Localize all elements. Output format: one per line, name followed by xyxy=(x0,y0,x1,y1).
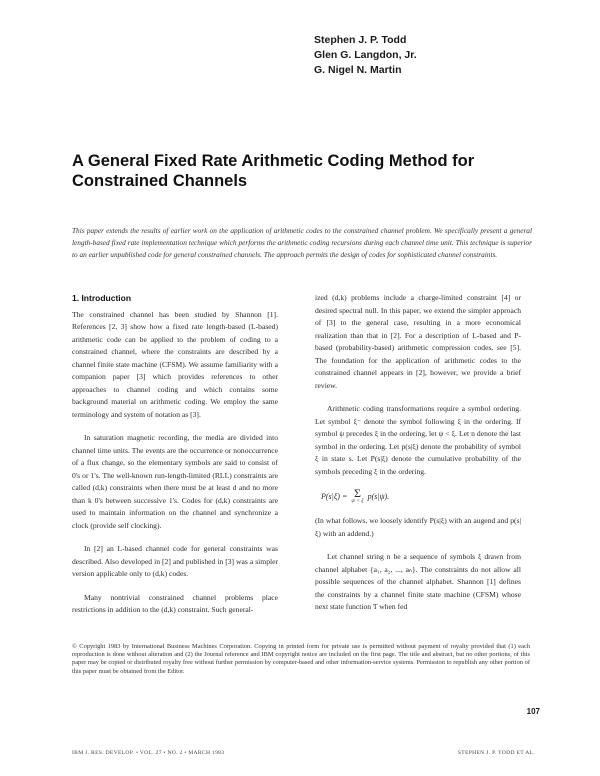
summation-sign: Σ xyxy=(353,486,361,500)
author-name: Stephen J. P. Todd xyxy=(314,34,407,46)
paragraph: Many nontrivial constrained channel problems place restrictions in addition to the (d,k) constraint. Such general- xyxy=(72,592,278,614)
paragraph: In [2] an L-based channel code for general constraints was described. Also developed in [2] and published in [3] was a simpler version applicable only to (d,k) codes. xyxy=(72,544,278,578)
author-list xyxy=(314,33,417,78)
paragraph: In saturation magnetic recording, the media are divided into channel time units. The events are the occurrence or nonoccurrence of a flux change, so the elementary symbols are said to consist of 0's or 1's. The well-known run-length-limited (RLL) constraints are called (d,k) constraints when there must be at least d and no more than k 0's between successive 1's. Codes for (d,k) constraints are used to maintain information on the channel and synchronize a clock (provide self clocking). xyxy=(72,433,278,530)
equation-rhs: p(s|ψ). xyxy=(365,491,390,501)
paragraph: The constrained channel has been studied by Shannon [1]. References [2, 3] show how a fixed rate length-based (L-based) arithmetic code can be applied to the problem of coding to a constrained channel, where the constraints are described by a channel finite state machine (CFSM). We assume familiarity with a companion paper [3] which provides references to other approaches to channel coding and which contains some background material on arithmetic coding. We employ the same terminology and system of notation as [3]. xyxy=(72,309,278,419)
abstract: This paper extends the results of earlier work on the application of arithmetic codes to the constrained channel problem. We specifically present a general length-based fixed rate implementation technique which performs the arithmetic coding recursions during each channel time unit. This technique is superior to an earlier unpublished code for general constrained channels. The approach permits the design of codes for sophisticated channel constraints. xyxy=(72,226,532,260)
right-column xyxy=(315,292,521,625)
paragraph: Arithmetic coding transformations require a symbol ordering. Let symbol ξ⁻ denote the symbol following ξ in the ordering. If symbol ψ precedes ξ in the ordering, let ψ < ξ. Let n denote the last symbol in the ordering. Let p(s|ξ) denote the probability of symbol ξ in state s. Let P(s|ξ) denote the cumulative probability of the symbols preceding ξ in the ordering. xyxy=(315,404,521,476)
page-number: 107 xyxy=(526,707,540,716)
paper-title: A General Fixed Rate Arithmetic Coding Method for Constrained Channels xyxy=(72,152,475,190)
summation xyxy=(351,486,364,505)
equation-lhs: P(s|ξ) = xyxy=(321,491,350,501)
summation-subscript: ψ < ξ xyxy=(351,498,364,504)
paragraph: Let channel string n be a sequence of symbols ξ drawn from channel alphabet {a₁, a₂, ..., aₙ}. The constraints do not allow all possible sequences of the channel alphabet. Shannon [1] defines the constraints by a channel finite state machine (CFSM) whose next state function T when fed xyxy=(315,552,521,611)
paragraph: (In what follows, we loosely identify P(s|ξ) with an augend and p(s|ξ) with an addend.) xyxy=(315,516,521,538)
paragraph: ized (d,k) problems include a charge-limited constraint [4] or desired spectral null. In this paper, we extend the simpler approach of [3] to the general case, resulting in a more economical realization than that in [2]. For a description of L-based and P-based (probability-based) arithmetic compression codes, see [5]. The foundation for the application of arithmetic codes to the constrained channel appears in [2], however, we provide a brief review. xyxy=(315,293,521,390)
journal-footer: IBM J. RES. DEVELOP. • VOL. 27 • NO. 2 • MARCH 1983 xyxy=(72,750,225,756)
left-column xyxy=(72,292,278,628)
equation xyxy=(321,486,521,505)
author-name: Glen G. Langdon, Jr. xyxy=(314,49,417,61)
copyright-footnote: © Copyright 1983 by International Business Machines Corporation. Copying in printed form for private use is permitted without payment of royalty provided that (1) each reproduction is done without alteration and (2) the Journal reference and IBM copyright notice are included on the first page. The title and abstract, but no other portions, of this paper may be copied or distributed royalty free without further permission by computer-based and other information-service systems. Permission to republish any other portion of this paper must be obtained from the Editor. xyxy=(72,643,530,675)
section-heading: 1. Introduction xyxy=(72,293,132,303)
author-name: G. Nigel N. Martin xyxy=(314,64,402,76)
running-author-footer: STEPHEN J. P. TODD ET AL. xyxy=(457,750,535,756)
